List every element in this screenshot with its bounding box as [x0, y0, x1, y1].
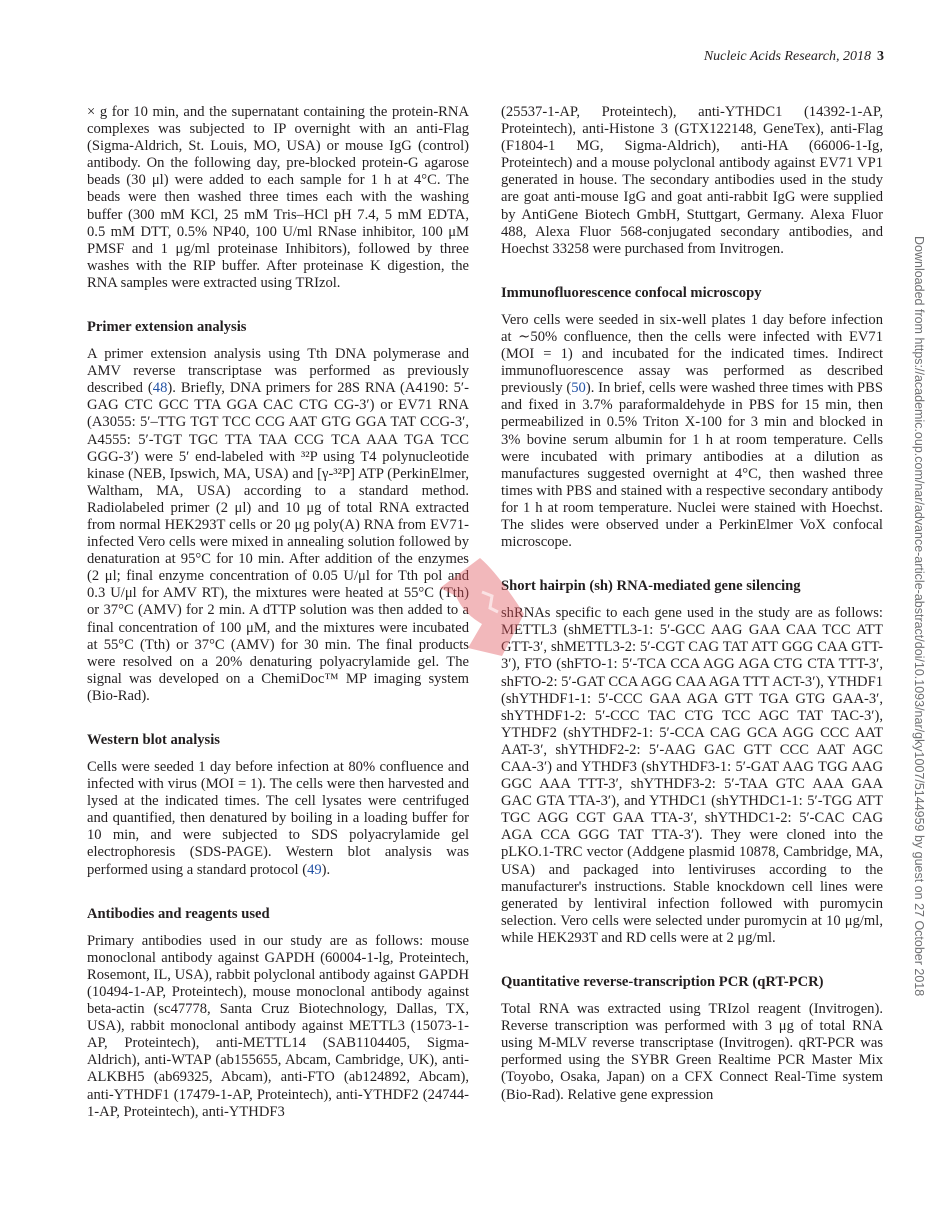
- paragraph-qrt-pcr: Total RNA was extracted using TRIzol reagent (Invitrogen). Reverse transcription was performed with 3 μg of total RNA using M-MLV reverse transcriptase (Invitrogen). qRT-PCR was performed using the SYBR Green Realtime PCR Master Mix (Toyobo, Osaka, Japan) on a CFX Connect Real-Time system (Bio-Rad). Relative gene expression: [501, 1001, 883, 1103]
- reference-link-49[interactable]: 49: [307, 861, 322, 878]
- download-side-note: [912, 236, 932, 996]
- journal-name: Nucleic Acids Research, 2018: [703, 49, 871, 64]
- heading-immunofluorescence: Immunofluorescence confocal microscopy: [501, 284, 762, 301]
- reference-link-48[interactable]: 48: [152, 380, 168, 397]
- paragraph-primer-extension: A primer extension analysis using Tth DNA polymerase and AMV reverse transcriptase was performed as previously described (48). Briefly, DNA primers for 28S RNA (A4190: 5′-GAG CTC GCC TTA GGA CAC CTG CG-3′) or EV71 RNA (A3055: 5′–TTG TGT TCC CCG AAT GTG GGA TAT CCG-3′, A4555: 5′-TGT TGC TTA TAA CCG TCA AAA TGA TCC GGG-3′) were 5′ end-labeled with ³²P using T4 polynucleotide kinase (NEB, Ipswich, MA, USA) and [γ-³²P] ATP (PerkinElmer, Waltham, MA, USA) according to a standard method. Radiolabeled primer (2 μl) and 10 μg of total RNA extracted from normal HEK293T cells or 20 μg poly(A) RNA from EV71-infected Vero cells were mixed in annealing solution followed by denaturation at 95°C for 10 min. After addition of the enzymes (2 μl; final enzyme concentration of 0.05 U/μl for Tth pol and 0.3 U/μl for AMV RT), the mixtures were heated at 55°C (Tth) or 37°C (AMV) for 2 min. A dTTP solution was then added to a final concentration of 100 μM, and the mixtures were incubated at 55°C (Tth) or 37°C (AMV) for 30 min. The final products were resolved on a 20% denaturing polyacrylamide gel. The signal was developed on a ChemiDoc™ MP imaging system (Bio-Rad).: [87, 346, 469, 704]
- heading-antibodies: Antibodies and reagents used: [87, 905, 270, 922]
- paragraph-antibodies-continued: (25537-1-AP, Proteintech), anti-YTHDC1 (14392-1-AP, Proteintech), anti-Histone 3 (GTX122148, GeneTex), anti-Flag (F1804-1 MG, Sigma-Aldrich), anti-HA (66006-1-Ig, Proteintech) and a mouse polyclonal antibody against EV71 VP1 generated in house. The secondary antibodies used in the study are goat anti-mouse IgG and goat anti-rabbit IgG were supplied by AntiGene Biotech GmbH, Stuttgart, Germany. Alexa Fluor 488, Alexa Fluor 568-conjugated secondary antibodies, and Hoechst 33258 were purchased from Invitrogen.: [501, 104, 883, 257]
- page-number: 3: [877, 49, 884, 64]
- paragraph-shrna-silencing: shRNAs specific to each gene used in the study are as follows: METTL3 (shMETTL3-1: 5′-GCC AAG GAA CAA TCC ATT GTT-3′, shMETTL3-2: 5′-CGT CAG TAT ATT GGG CAA GTT-3′), FTO (shFTO-1: 5′-TCA CCA AGG AGA CTG CTA TTT-3′, shFTO-2: 5′-GAT CCA AGG CAA AGA TTT ACT-3′), YTHDF1 (shYTHDF1-1: 5′-CCC GAA AGA GTT TGA GTG GAA-3′, shYTHDF1-2: 5′-CCC TAC CTG TCC AGC TAT TAC-3′), YTHDF2 (shYTHDF2-1: 5′-CCA CAG GCA AGG CCC AAT AAT-3′, shYTHDF2-2: 5′-AAG GAC GTT CCC AAT AGC CAA-3′) and YTHDF3 (shYTHDF3-1: 5′-GAT AAG TGG AAG GGC AAA TTT-3′, shYTHDF3-2: 5′-TAA GTC AAA GAA GAC GTA TTA-3′), and YTHDC1 (shYTHDC1-1: 5′-TGG ATT TGC AGG CGT GAA TTA-3′, shYTHDC1-2: 5′-CAC CAG AGA CCA GGG TAT TTA-3′). They were cloned into the pLKO.1-TRC vector (Addgene plasmid 10878, Cambridge, MA, USA) and packaged into lentiviruses according to the manufacturer's instructions. Stable knockdown cell lines were generated by lentiviral infection followed with puromycin selection. Vero cells were selected under puromycin at 10 μg/ml, while HEK293T and RD cells were at 2 μg/ml.: [501, 605, 883, 946]
- right-column: [501, 104, 883, 1130]
- paragraph-western-blot: Cells were seeded 1 day before infection at 80% confluence and infected with virus (MOI = 1). The cells were then harvested and lysed at the indicated times. The cell lysates were centrifuged and quantified, then denatured by boiling in a loading buffer for 10 min, and were subjected to SDS polyacrylamide gel electrophoresis (SDS-PAGE). Western blot analysis was performed using a standard protocol (49).: [87, 759, 469, 878]
- heading-qrt-pcr: Quantitative reverse-transcription PCR (qRT-PCR): [501, 974, 824, 991]
- paragraph-immunofluorescence: Vero cells were seeded in six-well plates 1 day before infection at ∼50% confluence, then the cells were infected with EV71 (MOI = 1) and incubated for the indicated times. Indirect immunofluorescence assay was performed as described previously (50). In brief, cells were washed three times with PBS and fixed in 3.7% paraformaldehyde in PBS for 15 min, then permeabilized in 0.5% Triton X-100 for 3 min and blocked in 3% bovine serum albumin for 1 h at room temperature. Cells were incubated with primary antibodies at a dilution as manufactures suggested overnight at 4°C, then washed three times with PBS and stained with a respective secondary antibody for 1 h at room temperature. Nuclei were stained with Hoechst. The slides were observed under a PerkinElmer VoX confocal microscope.: [501, 311, 883, 551]
- reference-link-50[interactable]: 50: [571, 380, 586, 397]
- paragraph-antibodies: Primary antibodies used in our study are as follows: mouse monoclonal antibody against GAPDH (60004-1-lg, Proteintech, Rosemont, IL, USA), rabbit polyclonal antibody against GAPDH (10494-1-AP, Proteintech), mouse monoclonal antibody against beta-actin (sc47778, Santa Cruz Biotechnology, Dallas, TX, USA), rabbit monoclonal antibody against METTL3 (15073-1-AP, Proteintech), anti-METTL14 (SAB1104405, Sigma-Aldrich), anti-WTAP (ab155655, Abcam, Cambridge, UK), anti-ALKBH5 (ab69325, Abcam), anti-FTO (ab124892, Abcam), anti-YTHDF1 (17479-1-AP, Proteintech), anti-YTHDF2 (24744-1-AP, Proteintech), anti-YTHDF3: [87, 932, 469, 1120]
- running-header: [704, 49, 884, 65]
- left-column: [87, 104, 469, 1147]
- download-note-text: Downloaded from https://academic.oup.com/nar/advance-article-abstract/doi/10.1093/nar/gky1007/5144959 by guest on 27 October 2018: [912, 236, 926, 997]
- heading-shrna-silencing: Short hairpin (sh) RNA-mediated gene silencing: [501, 578, 801, 595]
- heading-western-blot: Western blot analysis: [87, 732, 220, 748]
- heading-primer-extension: Primer extension analysis: [87, 319, 247, 336]
- paragraph-rip-continued: × g for 10 min, and the supernatant containing the protein-RNA complexes was subjected to IP overnight with an anti-Flag (Sigma-Aldrich, St. Louis, MO, USA) or mouse IgG (control) antibody. On the following day, pre-blocked protein-G agarose beads (30 μl) were added to each sample for 1 h at 4°C. The beads were then washed three times each with the washing buffer (300 mM KCl, 25 mM Tris–HCl pH 7.4, 5 mM EDTA, 0.5 mM DTT, 0.5% NP40, 100 U/ml RNase inhibitor, 100 μM PMSF and 1 μg/ml proteinase Inhibitors), followed by three washes with the RIP buffer. After proteinase K digestion, the RNA samples were extracted using TRIzol.: [87, 104, 469, 291]
